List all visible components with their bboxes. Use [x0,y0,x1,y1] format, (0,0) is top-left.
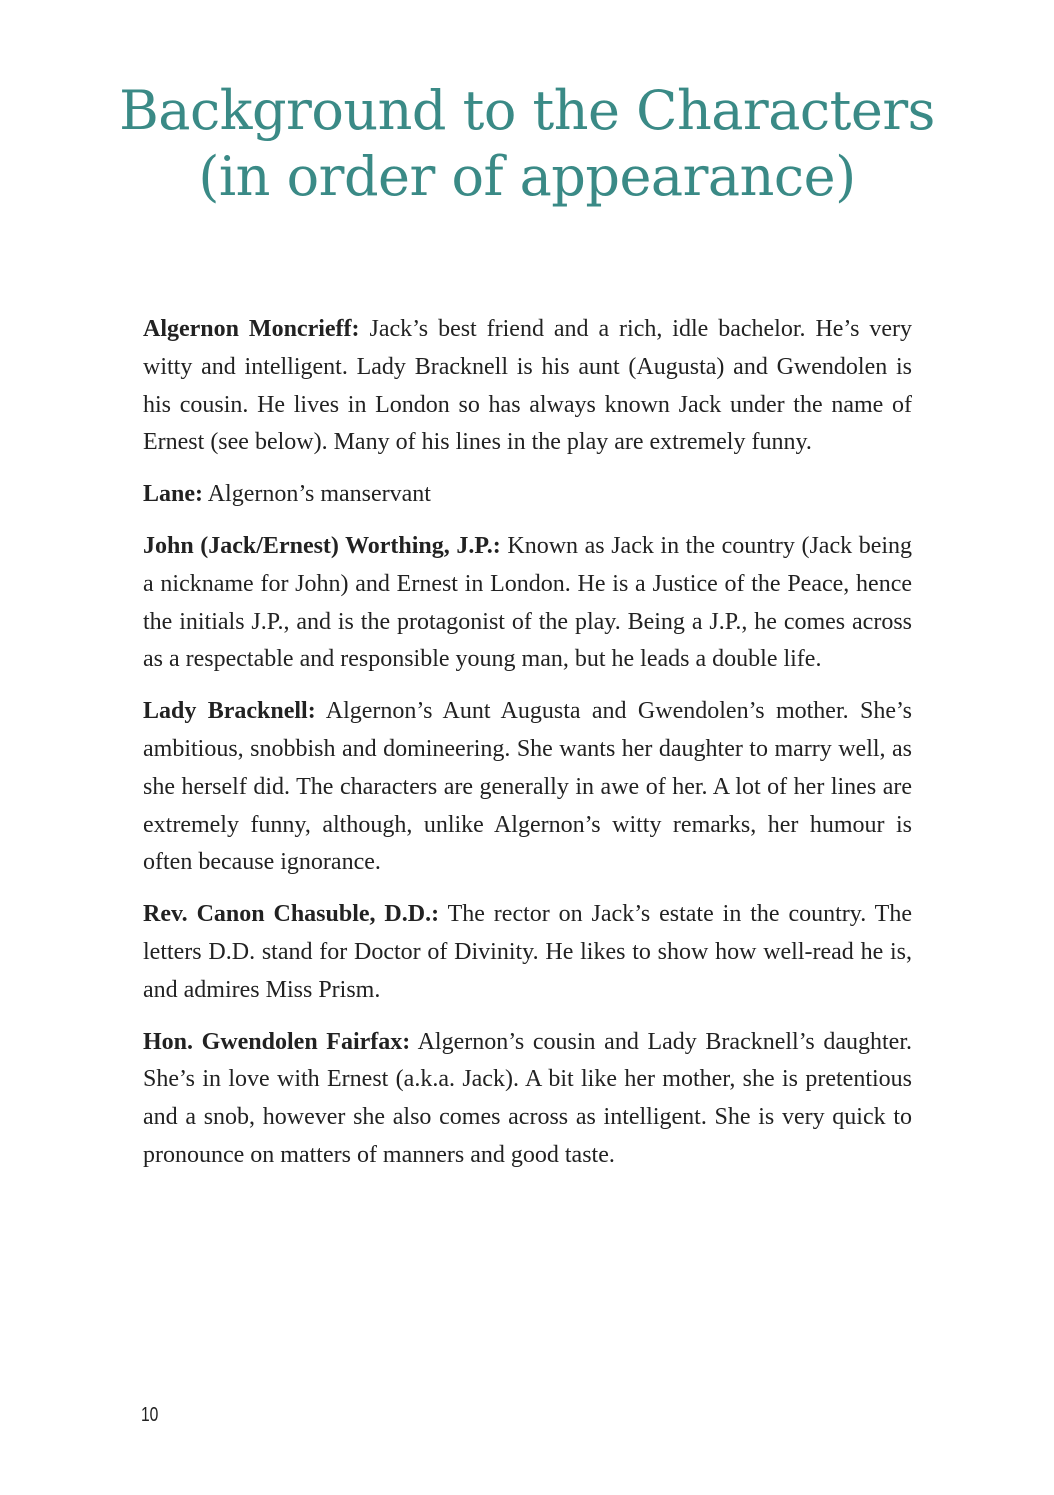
character-description: Algernon’s Aunt Augusta and Gwendolen’s mother. She’s ambitious, snobbish and domineering. She wants her daughter to marry well, as she herself did. The characters are generally in awe of her. A lot of her lines are extremely funny, although, unlike Algernon’s witty remarks, her humour is often because ignorance. [143,698,912,876]
character-description: Jack’s best friend and a rich, idle bachelor. He’s very witty and intelligent. Lady Bracknell is his aunt (Augusta) and Gwendolen is his cousin. He lives in London so has always known Jack under the name of Ernest (see below). Many of his lines in the play are extremely funny. [143,316,913,456]
character-description: Algernon’s manservant [207,481,431,508]
page-number: 10 [141,1404,159,1426]
character-entry-lane [143,476,912,514]
character-entry-jack [143,528,912,679]
character-entry-chasuble [143,896,912,1009]
page-title-line-2: (in order of appearance) [198,145,856,208]
character-entry-algernon [143,311,912,462]
character-entry-gwendolen [143,1024,912,1175]
page-title-line-1: Background to the Characters [119,79,935,142]
page-title [0,78,1054,210]
character-description: Algernon’s cousin and Lady Bracknell’s daughter. She’s in love with Ernest (a.k.a. Jack). A bit like her mother, she is pretentious and a snob, however she also comes across as intelligent. She is very quick to pronounce on matters of manners and good taste. [143,1028,912,1168]
character-description: The rector on Jack’s estate in the country. The letters D.D. stand for Doctor of Divinity. He likes to show how well-read he is, and admires Miss Prism. [143,901,912,1003]
character-name: Rev. Canon Chasuble, D.D.: [143,901,440,928]
character-name: Lady Bracknell: [143,698,316,725]
character-name: Hon. Gwendolen Fairfax: [143,1028,411,1055]
character-name: Algernon Moncrieff: [143,316,360,342]
character-name: John (Jack/Ernest) Worthing, J.P.: [143,532,501,559]
character-list [143,311,912,1189]
character-name: Lane: [143,481,203,508]
character-description: Known as Jack in the country (Jack being a nickname for John) and Ernest in London. He is a Justice of the Peace, hence the initials J.P., and is the protagonist of the play. Being a J.P., he comes across as a respectable and responsible young man, but he leads a double life. [143,532,913,673]
character-entry-lady-bracknell [143,693,912,882]
